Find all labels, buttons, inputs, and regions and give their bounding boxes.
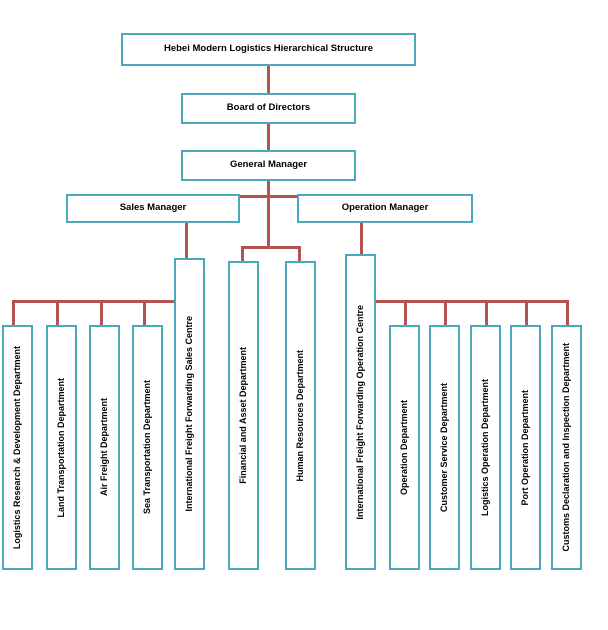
node-logistics-operation-department[interactable] — [470, 325, 501, 570]
node-port-operation-department-label: Port Operation Department — [520, 389, 531, 506]
connector-board-gm — [267, 122, 270, 152]
node-board-of-directors[interactable] — [181, 93, 356, 124]
connector-gm-center-stem — [267, 195, 270, 246]
node-title-label: Hebei Modern Logistics Hierarchical Structure — [163, 43, 374, 55]
connector-center-hr — [298, 246, 301, 262]
node-customer-service-department[interactable] — [429, 325, 460, 570]
node-sea-transportation-department[interactable] — [132, 325, 163, 570]
node-international-freight-forwarding-operation-centre[interactable] — [345, 254, 376, 570]
node-customs-declaration-and-inspection-department[interactable] — [551, 325, 582, 570]
connector-sales-sea — [143, 300, 146, 325]
node-land-transportation-department[interactable] — [46, 325, 77, 570]
connector-gm-down — [267, 179, 270, 195]
node-customer-service-department-label: Customer Service Department — [439, 382, 450, 513]
node-operation-manager[interactable] — [297, 194, 473, 223]
connector-ops-portops — [525, 300, 528, 325]
node-air-freight-department[interactable] — [89, 325, 120, 570]
node-sales-manager-label: Sales Manager — [119, 202, 187, 214]
connector-ops-bus — [360, 300, 569, 303]
connector-ops-logops — [485, 300, 488, 325]
node-sea-transportation-department-label: Sea Transportation Department — [142, 380, 153, 515]
node-sales-manager[interactable] — [66, 194, 240, 223]
node-financial-and-asset-department[interactable] — [228, 261, 259, 570]
connector-ops-operation — [404, 300, 407, 325]
node-operation-department-label: Operation Department — [399, 399, 410, 495]
connector-ops-customer — [444, 300, 447, 325]
connector-sales-land — [56, 300, 59, 325]
node-customs-declaration-and-inspection-department-label: Customs Declaration and Inspection Department — [561, 343, 572, 552]
connector-sales-air — [100, 300, 103, 325]
node-international-freight-forwarding-operation-centre-label: International Freight Forwarding Operation Centre — [355, 304, 366, 520]
node-financial-and-asset-department-label: Financial and Asset Department — [238, 347, 249, 484]
node-general-manager[interactable] — [181, 150, 356, 181]
connector-title-board — [267, 64, 270, 95]
node-board-of-directors-label: Board of Directors — [226, 102, 311, 114]
node-port-operation-department[interactable] — [510, 325, 541, 570]
node-international-freight-forwarding-sales-centre-label: International Freight Forwarding Sales Centre — [184, 316, 195, 512]
connector-sales-rnd — [12, 300, 15, 325]
connector-center-bus — [241, 246, 301, 249]
node-operation-department[interactable] — [389, 325, 420, 570]
node-logistics-research-development-department-label: Logistics Research & Development Department — [12, 345, 23, 550]
node-air-freight-department-label: Air Freight Department — [99, 398, 110, 497]
node-land-transportation-department-label: Land Transportation Department — [56, 377, 67, 518]
node-operation-manager-label: Operation Manager — [341, 202, 429, 214]
connector-center-finance — [241, 246, 244, 262]
node-human-resources-department[interactable] — [285, 261, 316, 570]
node-international-freight-forwarding-sales-centre[interactable] — [174, 258, 205, 570]
node-logistics-research-development-department[interactable] — [2, 325, 33, 570]
node-human-resources-department-label: Human Resources Department — [295, 349, 306, 482]
node-logistics-operation-department-label: Logistics Operation Department — [480, 378, 491, 517]
node-title[interactable] — [121, 33, 416, 66]
node-general-manager-label: General Manager — [229, 159, 308, 171]
connector-ops-customs — [566, 300, 569, 325]
